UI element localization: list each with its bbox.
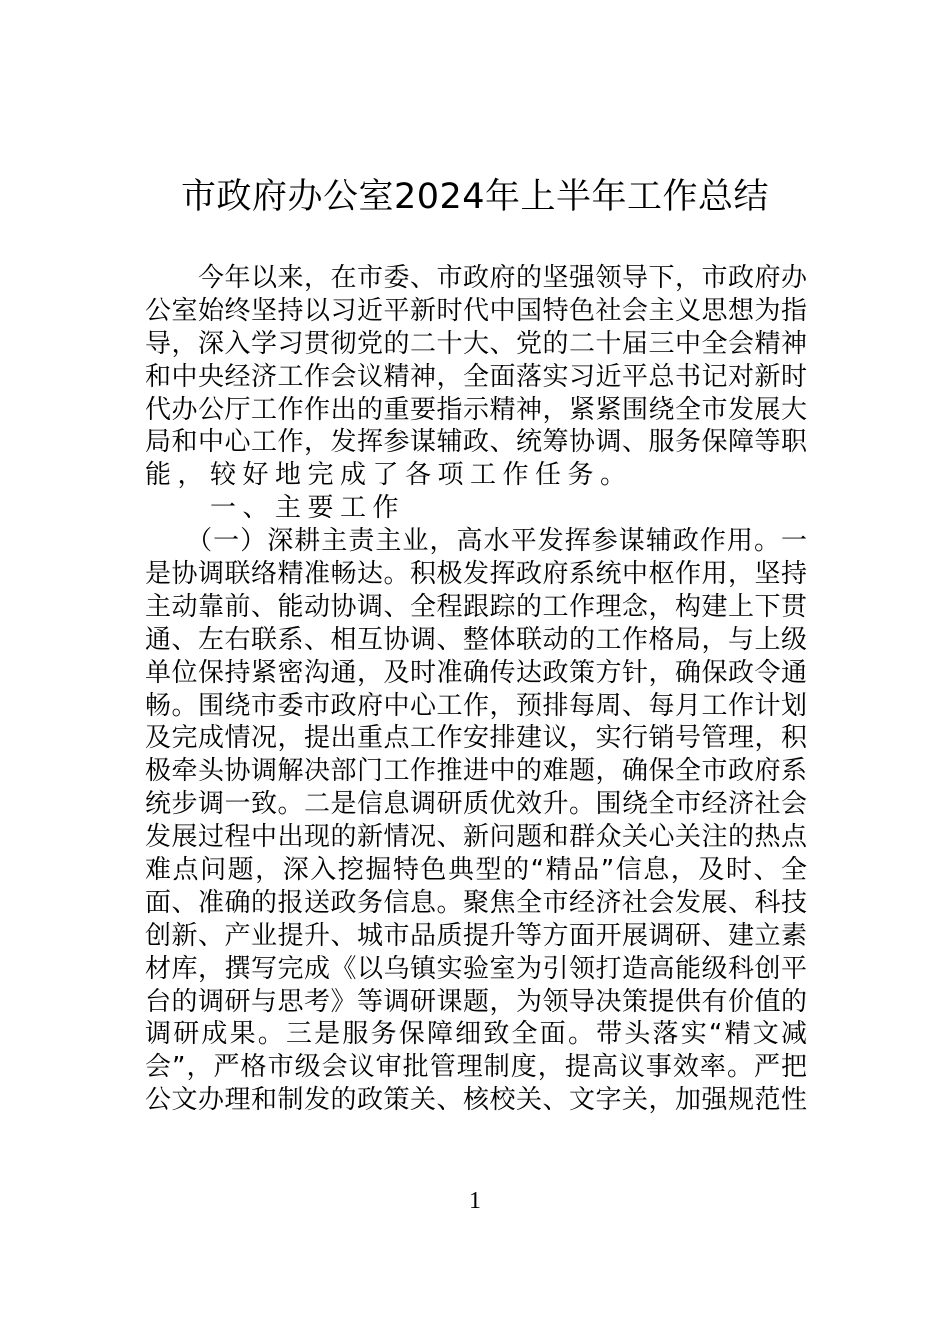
page-number: 1 xyxy=(469,1188,481,1214)
body-line: 创新、产业提升、城市品质提升等方面开展调研、建立素 xyxy=(145,920,807,951)
body-line: 单位保持紧密沟通，及时准确传达政策方针，确保政令通 xyxy=(145,657,807,688)
body-line: 面、准确的报送政务信息。聚焦全市经济社会发展、科技 xyxy=(145,887,807,918)
body-line: 公文办理和制发的政策关、核校关、文字关，加强规范性 xyxy=(145,1085,807,1116)
body-line: 材库，撰写完成《以乌镇实验室为引领打造高能级科创平 xyxy=(145,953,807,984)
section-heading: 一、主要工作 xyxy=(145,493,406,524)
body-line: 和中央经济工作会议精神，全面落实习近平总书记对新时 xyxy=(145,361,807,392)
body-line: （一）深耕主责主业，高水平发挥参谋辅政作用。一 xyxy=(145,526,807,557)
body-line: 是协调联络精准畅达。积极发挥政府系统中枢作用，坚持 xyxy=(145,559,807,590)
body-line: 会”，严格市级会议审批管理制度，提高议事效率。严把 xyxy=(145,1052,807,1083)
body-line: 难点问题，深入挖掘特色典型的“精品”信息，及时、全 xyxy=(145,855,807,886)
body-line: 通、左右联系、相互协调、整体联动的工作格局，与上级 xyxy=(145,624,807,655)
body-line: 主动靠前、能动协调、全程跟踪的工作理念，构建上下贯 xyxy=(145,591,807,622)
body-line: 局和中心工作，发挥参谋辅政、统筹协调、服务保障等职 xyxy=(145,427,807,458)
body-line: 导，深入学习贯彻党的二十大、党的二十届三中全会精神 xyxy=(145,328,807,359)
document-title: 市政府办公室2024年上半年工作总结 xyxy=(180,177,770,217)
body-line: 代办公厅工作作出的重要指示精神，紧紧围绕全市发展大 xyxy=(145,394,807,425)
body-line: 调研成果。三是服务保障细致全面。带头落实“精文减 xyxy=(145,1019,807,1050)
body-line: 今年以来，在市委、市政府的坚强领导下，市政府办 xyxy=(145,263,807,293)
body-line: 发展过程中出现的新情况、新问题和群众关心关注的热点 xyxy=(145,822,807,853)
document-body xyxy=(145,262,807,1117)
body-line: 畅。围绕市委市政府中心工作，预排每周、每月工作计划 xyxy=(145,690,807,721)
body-line: 台的调研与思考》等调研课题，为领导决策提供有价值的 xyxy=(145,986,807,1017)
body-line: 极牵头协调解决部门工作推进中的难题，确保全市政府系 xyxy=(145,756,807,787)
body-line: 及完成情况，提出重点工作安排建议，实行销号管理，积 xyxy=(145,723,807,754)
body-line: 公室始终坚持以习近平新时代中国特色社会主义思想为指 xyxy=(145,295,807,326)
body-line: 能，较好地完成了各项工作任务。 xyxy=(145,460,633,491)
body-line: 统步调一致。二是信息调研质优效升。围绕全市经济社会 xyxy=(145,789,807,820)
